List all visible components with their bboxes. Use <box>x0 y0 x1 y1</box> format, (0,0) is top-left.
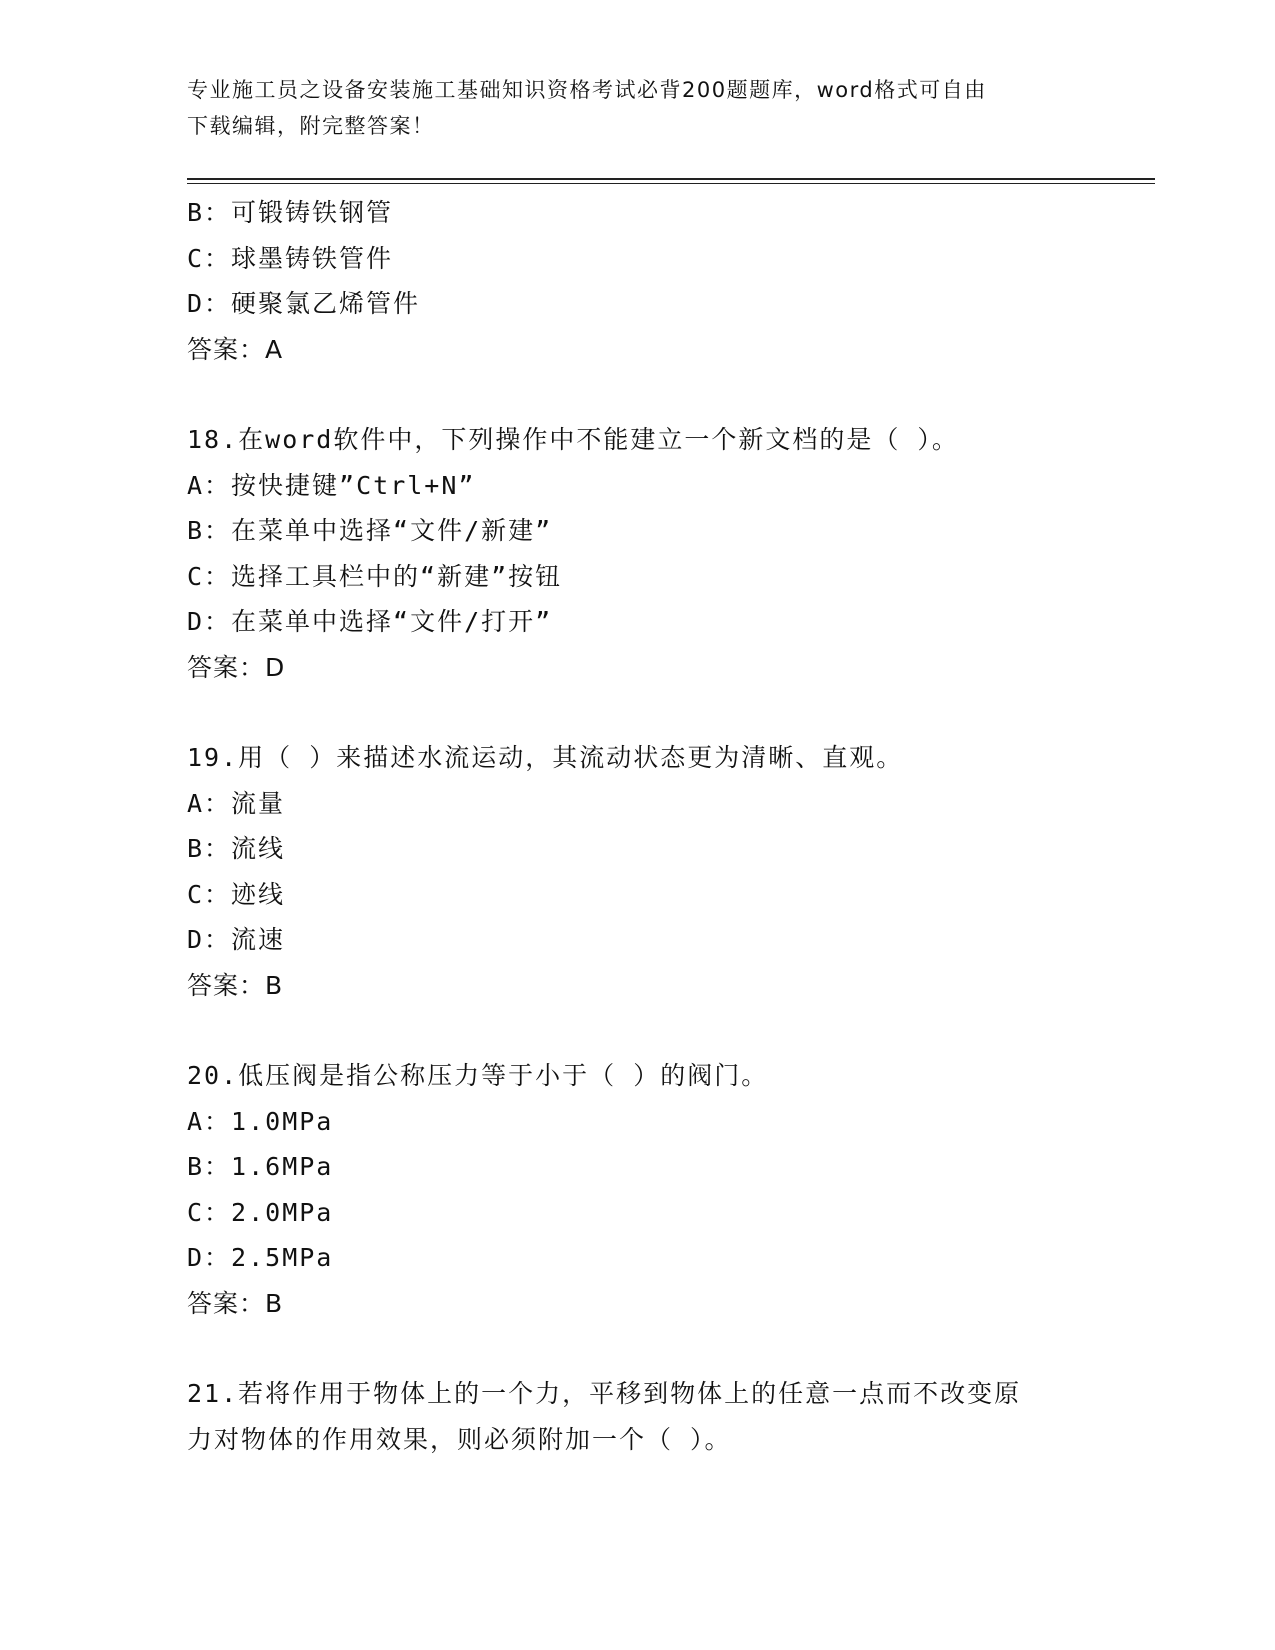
option-b: B：1.6MPa <box>187 1152 334 1181</box>
question-text: 19.用（ ）来描述水流运动，其流动状态更为清晰、直观。 <box>187 743 904 772</box>
option-d: D：2.5MPa <box>187 1243 334 1272</box>
document-body <box>187 190 1087 1462</box>
question-text-line-1: 21.若将作用于物体上的一个力，平移到物体上的任意一点而不改变原 <box>187 1379 1022 1408</box>
header-rule-thin <box>187 183 1155 184</box>
header-title-line-1: 专业施工员之设备安装施工基础知识资格考试必背200题题库，word格式可自由 <box>187 78 987 102</box>
document-header <box>187 72 1087 144</box>
question-19 <box>187 735 1087 1008</box>
answer: 答案：B <box>187 1288 284 1318</box>
option-d: D：硬聚氯乙烯管件 <box>187 289 421 318</box>
option-a: A：按快捷键”Ctrl+N” <box>187 470 476 500</box>
answer: 答案：A <box>187 334 284 364</box>
answer: 答案：D <box>187 652 286 682</box>
option-c: C：选择工具栏中的“新建”按钮 <box>187 561 563 591</box>
answer: 答案：B <box>187 970 284 1000</box>
question-17-tail <box>187 190 1087 372</box>
option-c: C：球墨铸铁管件 <box>187 243 394 273</box>
option-a: A：流量 <box>187 788 286 818</box>
option-b: B：可锻铸铁钢管 <box>187 198 394 227</box>
option-b: B：流线 <box>187 834 286 863</box>
option-d: D：在菜单中选择“文件/打开” <box>187 607 553 636</box>
option-c: C：迹线 <box>187 879 286 909</box>
option-d: D：流速 <box>187 925 286 954</box>
header-title-line-2: 下载编辑，附完整答案！ <box>187 114 435 138</box>
question-text-line-2: 力对物体的作用效果，则必须附加一个（ ）。 <box>187 1424 732 1454</box>
question-text: 20.低压阀是指公称压力等于小于（ ）的阀门。 <box>187 1061 769 1090</box>
question-18 <box>187 417 1087 690</box>
option-a: A：1.0MPa <box>187 1106 334 1136</box>
option-c: C：2.0MPa <box>187 1197 334 1227</box>
option-b: B：在菜单中选择“文件/新建” <box>187 516 553 545</box>
question-text: 18.在word软件中，下列操作中不能建立一个新文档的是（ ）。 <box>187 425 959 454</box>
question-21 <box>187 1371 1087 1462</box>
header-rule-thick <box>187 178 1155 180</box>
question-20 <box>187 1053 1087 1326</box>
